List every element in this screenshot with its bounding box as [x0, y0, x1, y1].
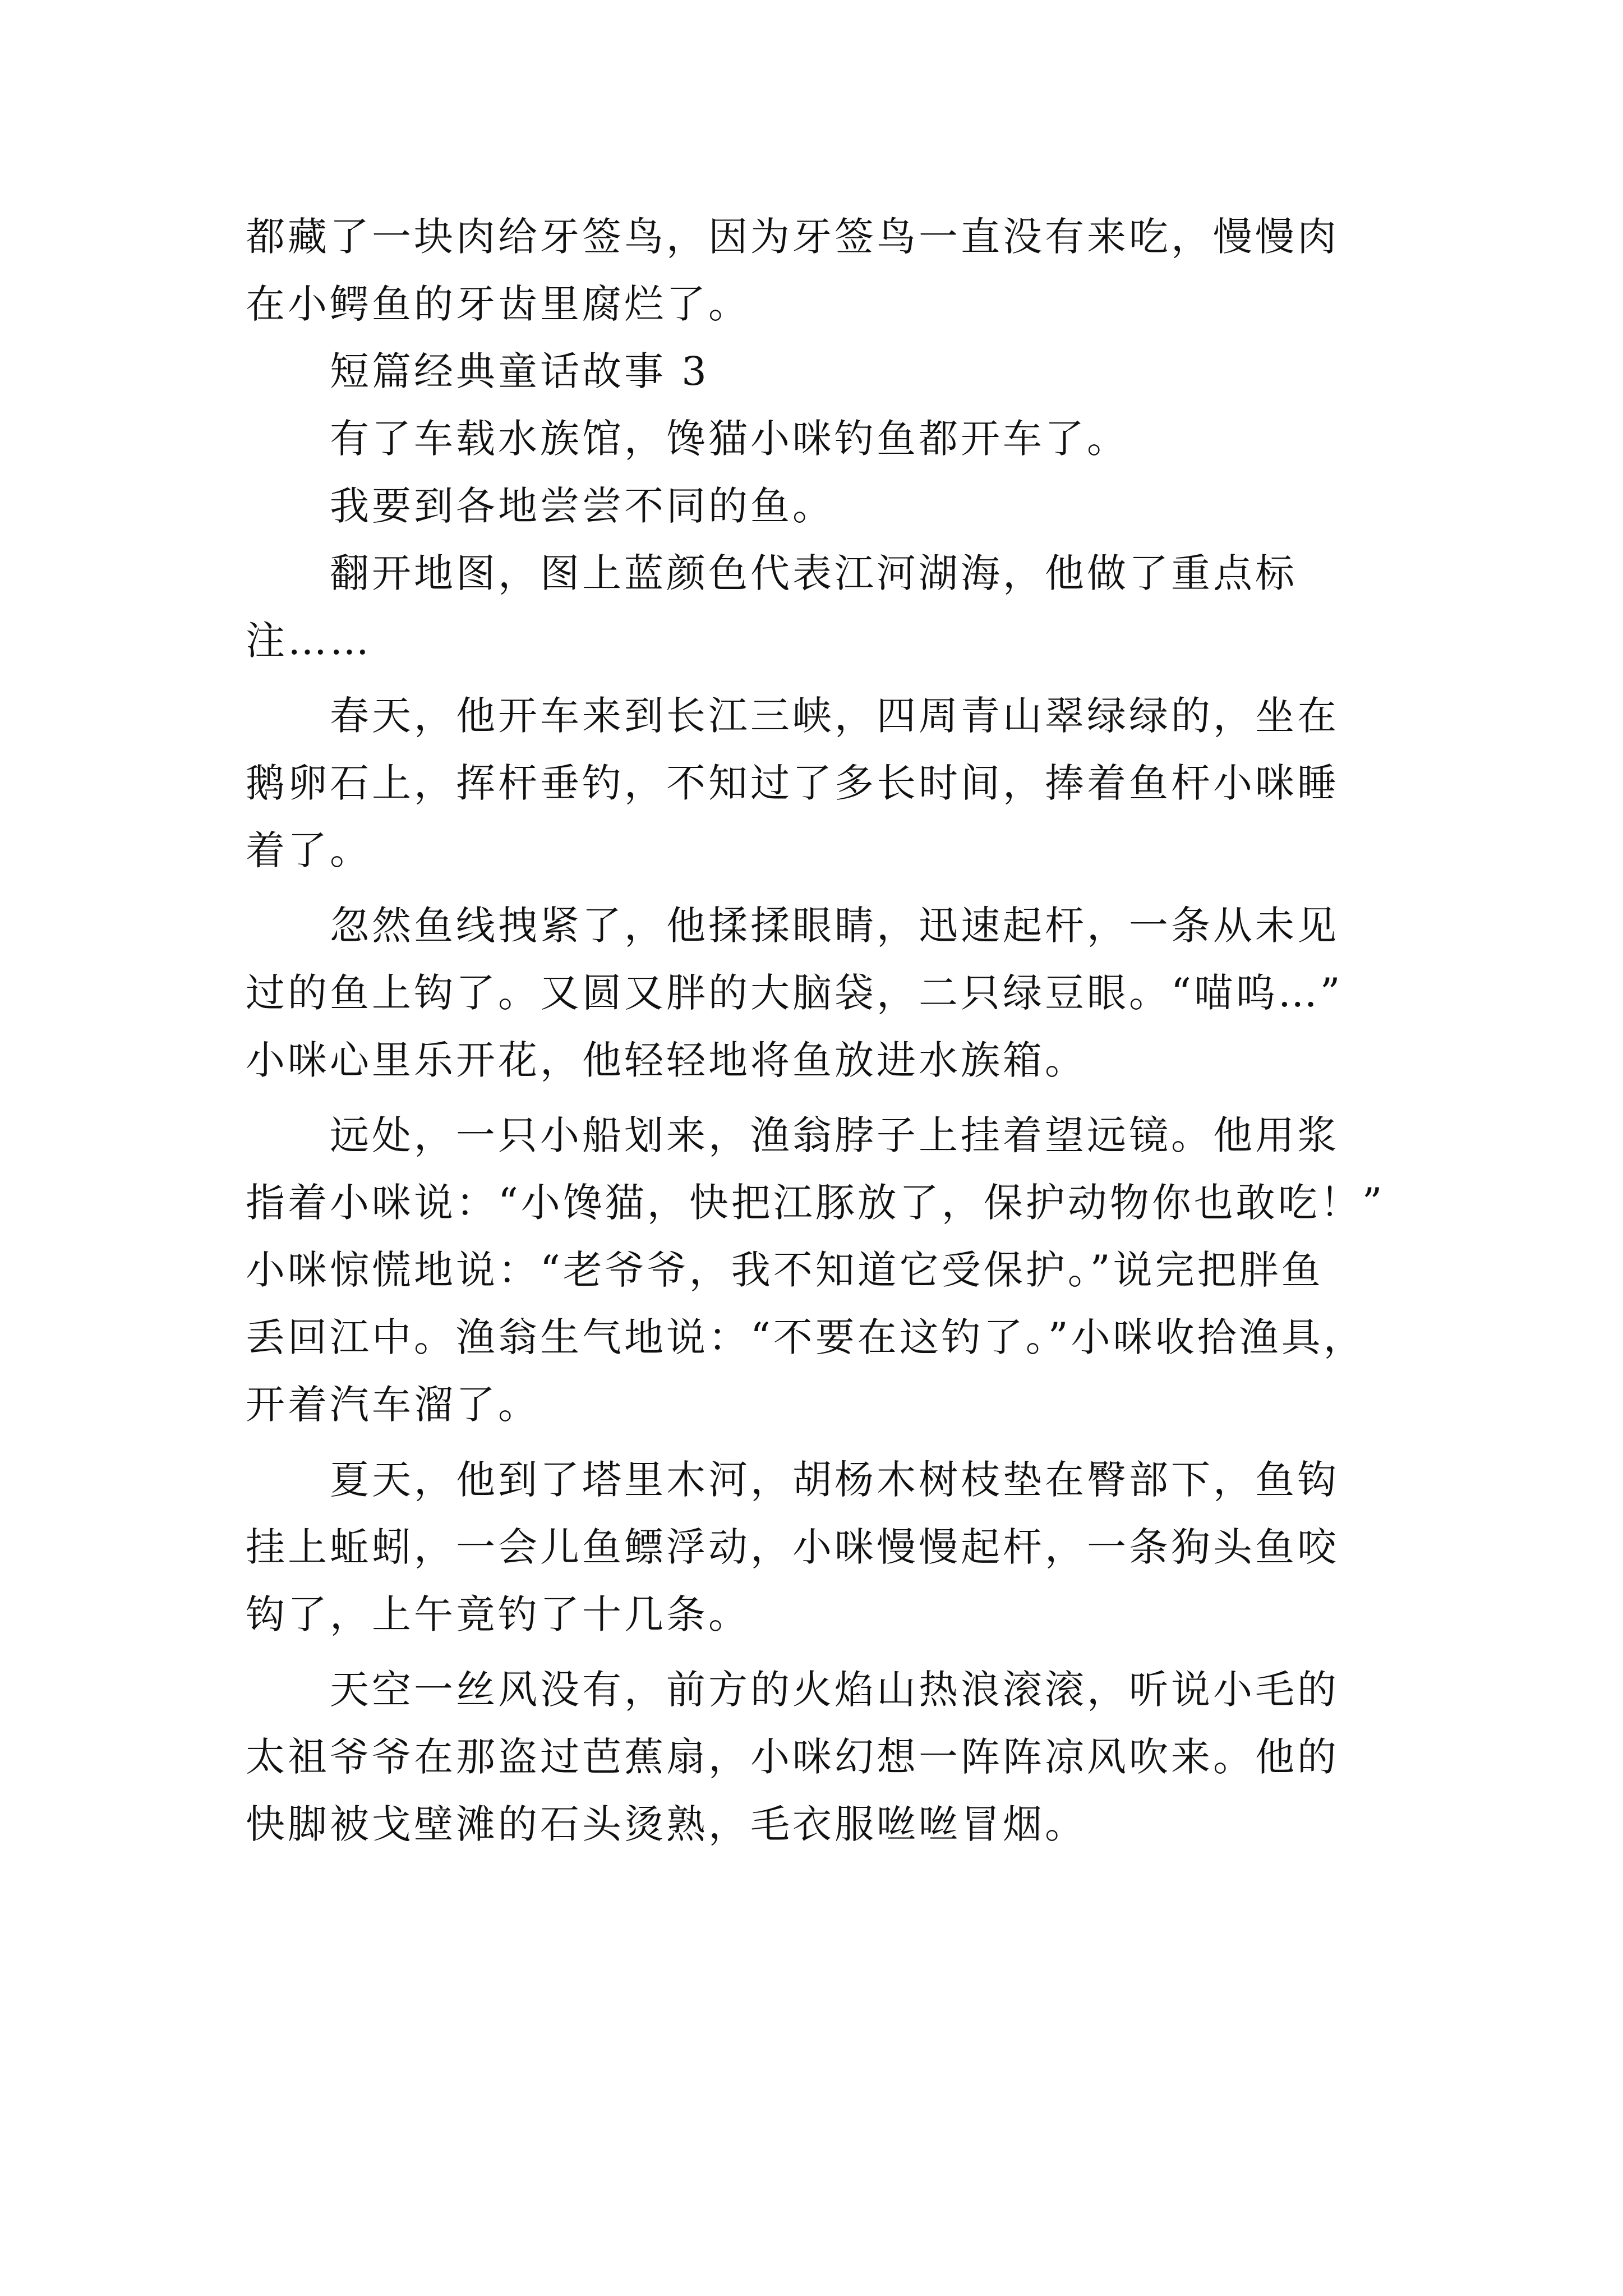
text-line: 着了。 — [246, 827, 372, 873]
text-line: 鹅卵石上，挥杆垂钓，不知过了多长时间，捧着鱼杆小咪睡 — [246, 760, 1339, 806]
text-line: 翻开地图，图上蓝颜色代表江河湖海，他做了重点标 — [330, 550, 1297, 596]
text-line: 挂上蚯蚓，一会儿鱼鳔浮动，小咪慢慢起杆，一条狗头鱼咬 — [246, 1524, 1339, 1570]
paragraph — [246, 472, 1395, 540]
text-line: 远处，一只小船划来，渔翁脖子上挂着望远镜。他用浆 — [330, 1112, 1339, 1158]
paragraph — [246, 892, 1395, 1094]
story-text — [246, 203, 1395, 1858]
text-line: 开着汽车溜了。 — [246, 1382, 540, 1428]
text-line: 快脚被戈壁滩的石头烫熟，毛衣服咝咝冒烟。 — [246, 1801, 1087, 1847]
text-line: 夏天，他到了塔里木河，胡杨木树枝垫在臀部下，鱼钩 — [330, 1457, 1339, 1503]
text-line: 过的鱼上钩了。又圆又胖的大脑袋，二只绿豆眼。“喵呜…” — [246, 970, 1343, 1016]
text-line: 小咪心里乐开花，他轻轻地将鱼放进水族箱。 — [246, 1037, 1087, 1083]
paragraph — [246, 405, 1395, 472]
text-line: 我要到各地尝尝不同的鱼。 — [330, 483, 834, 529]
paragraph — [246, 1446, 1395, 1648]
text-line: 钩了，上午竟钓了十几条。 — [246, 1591, 750, 1637]
text-line: 小咪惊慌地说：“老爷爷，我不知道它受保护。”说完把胖鱼 — [246, 1247, 1324, 1293]
text-line: 短篇经典童话故事 3 — [330, 348, 709, 394]
text-line: 在小鳄鱼的牙齿里腐烂了。 — [246, 281, 750, 327]
paragraph — [246, 203, 1395, 338]
paragraph — [246, 1102, 1395, 1438]
text-line: 注…… — [246, 618, 372, 664]
text-line: 忽然鱼线拽紧了，他揉揉眼睛，迅速起杆，一条从未见 — [330, 903, 1339, 949]
text-line: 春天，他开车来到长江三峡，四周青山翠绿绿的，坐在 — [330, 693, 1339, 739]
text-line: 指着小咪说：“小馋猫，快把江豚放了，保护动物你也敢吃！” — [246, 1180, 1385, 1226]
section-heading — [246, 338, 1395, 405]
text-line: 都藏了一块肉给牙签鸟，因为牙签鸟一直没有来吃，慢慢肉 — [246, 214, 1339, 260]
paragraph — [246, 682, 1395, 884]
paragraph — [246, 540, 1395, 674]
text-line: 有了车载水族馆，馋猫小咪钓鱼都开车了。 — [330, 416, 1129, 462]
paragraph — [246, 1656, 1395, 1858]
text-line: 丢回江中。渔翁生气地说：“不要在这钓了。”小咪收拾渔具， — [246, 1314, 1366, 1360]
text-line: 天空一丝风没有，前方的火焰山热浪滚滚，听说小毛的 — [330, 1667, 1339, 1713]
text-line: 太祖爷爷在那盗过芭蕉扇，小咪幻想一阵阵凉风吹来。他的 — [246, 1734, 1339, 1780]
